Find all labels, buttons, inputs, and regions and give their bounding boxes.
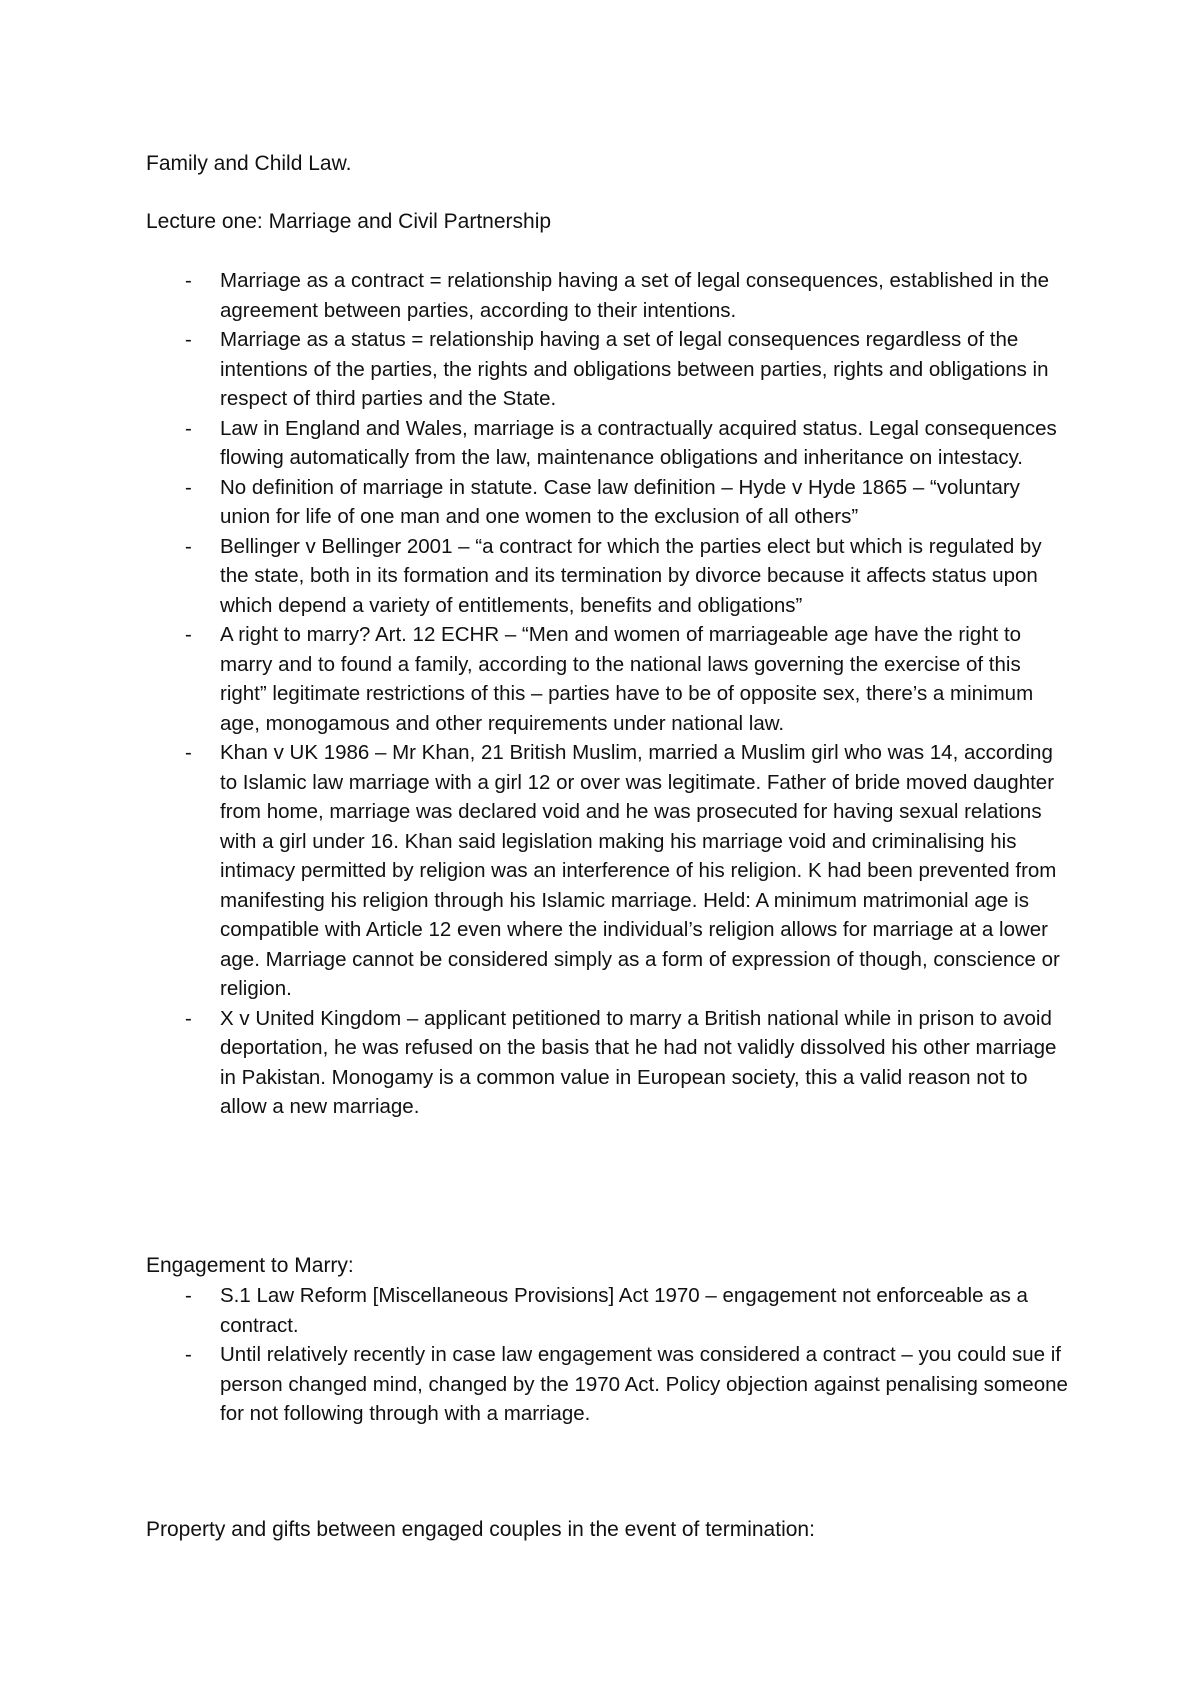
bullet-dash: -: [185, 1006, 192, 1030]
list-item-text: X v United Kingdom – applicant petitioned to marry a British national while in prison to avoid deportation, he was refused on the basis that he had not validly dissolved his other marriage in Pakistan. Monogamy is a common value in European society, this a valid reason not to allow a new marriage.: [220, 1006, 1057, 1118]
list-item: [0, 325, 1070, 414]
list-item: [0, 738, 1070, 1004]
list-item: [0, 620, 1070, 738]
list-item-text: Bellinger v Bellinger 2001 – “a contract for which the parties elect but which is regulated by the state, both in its formation and its termination by divorce because it affects status upon which depend a variety of entitlements, benefits and obligations”: [220, 534, 1042, 617]
list-item-text: Until relatively recently in case law engagement was considered a contract – you could sue if person changed mind, changed by the 1970 Act. Policy objection against penalising someone for not following through with a marriage.: [220, 1343, 1068, 1425]
bullet-dash: -: [185, 416, 192, 440]
list-item: [0, 1004, 1070, 1122]
list-item: [0, 1281, 1070, 1340]
list-item-text: No definition of marriage in statute. Case law definition – Hyde v Hyde 1865 – “voluntary union for life of one man and one women to the exclusion of all others”: [220, 475, 1020, 528]
property-heading: Property and gifts between engaged couples in the event of termination:: [146, 1518, 815, 1541]
list-item-text: Law in England and Wales, marriage is a contractually acquired status. Legal consequences flowing automatically from the law, maintenance obligations and inheritance on intestacy.: [220, 416, 1057, 469]
list-item-text: Marriage as a contract = relationship having a set of legal consequences, established in the agreement between parties, according to their intentions.: [220, 269, 1050, 322]
bullet-dash: -: [185, 269, 192, 292]
list-item: [0, 1340, 1070, 1429]
list-item-text: S.1 Law Reform [Miscellaneous Provisions] Act 1970 – engagement not enforceable as a contract.: [220, 1284, 1028, 1337]
bullet-dash: -: [185, 741, 192, 764]
list-item-text: Khan v UK 1986 – Mr Khan, 21 British Muslim, married a Muslim girl who was 14, according to Islamic law marriage with a girl 12 or over was legitimate. Father of bride moved daughter from home, marriage was declared void and he was prosecuted for having sexual relations with a girl under 16. Khan said legislation making his marriage void and criminalising his intimacy permitted by religion was an interference of his religion. K had been prevented from manifesting his religion through his Islamic marriage. Held: A minimum matrimonial age is compatible with Article 12 even where the individual’s religion allows for marriage at a lower age. Marriage cannot be considered simply as a form of expression of though, conscience or religion.: [220, 741, 1060, 1000]
bullet-dash: -: [185, 623, 192, 646]
bullet-dash: -: [185, 1343, 192, 1366]
lecture-points-list: [0, 266, 1070, 1122]
bullet-dash: -: [185, 328, 192, 351]
list-item: [0, 473, 1070, 532]
engagement-points-list: [0, 1281, 1070, 1429]
bullet-dash: -: [185, 534, 192, 558]
bullet-dash: -: [185, 475, 192, 499]
list-item-text: A right to marry? Art. 12 ECHR – “Men and women of marriageable age have the right to marry and to found a family, according to the national laws governing the exercise of this right” legitimate restrictions of this – parties have to be of opposite sex, there’s a minimum age, monogamous and other requirements under national law.: [220, 623, 1034, 735]
list-item: [0, 266, 1070, 325]
lecture-heading: Lecture one: Marriage and Civil Partnership: [146, 210, 552, 233]
list-item: [0, 532, 1070, 621]
list-item: [0, 414, 1070, 473]
document-title: Family and Child Law.: [146, 152, 352, 175]
engagement-heading: Engagement to Marry:: [146, 1254, 354, 1277]
list-item-text: Marriage as a status = relationship having a set of legal consequences regardless of the intentions of the parties, the rights and obligations between parties, rights and obligations in respect of third parties and the State.: [220, 328, 1049, 410]
bullet-dash: -: [185, 1284, 192, 1307]
